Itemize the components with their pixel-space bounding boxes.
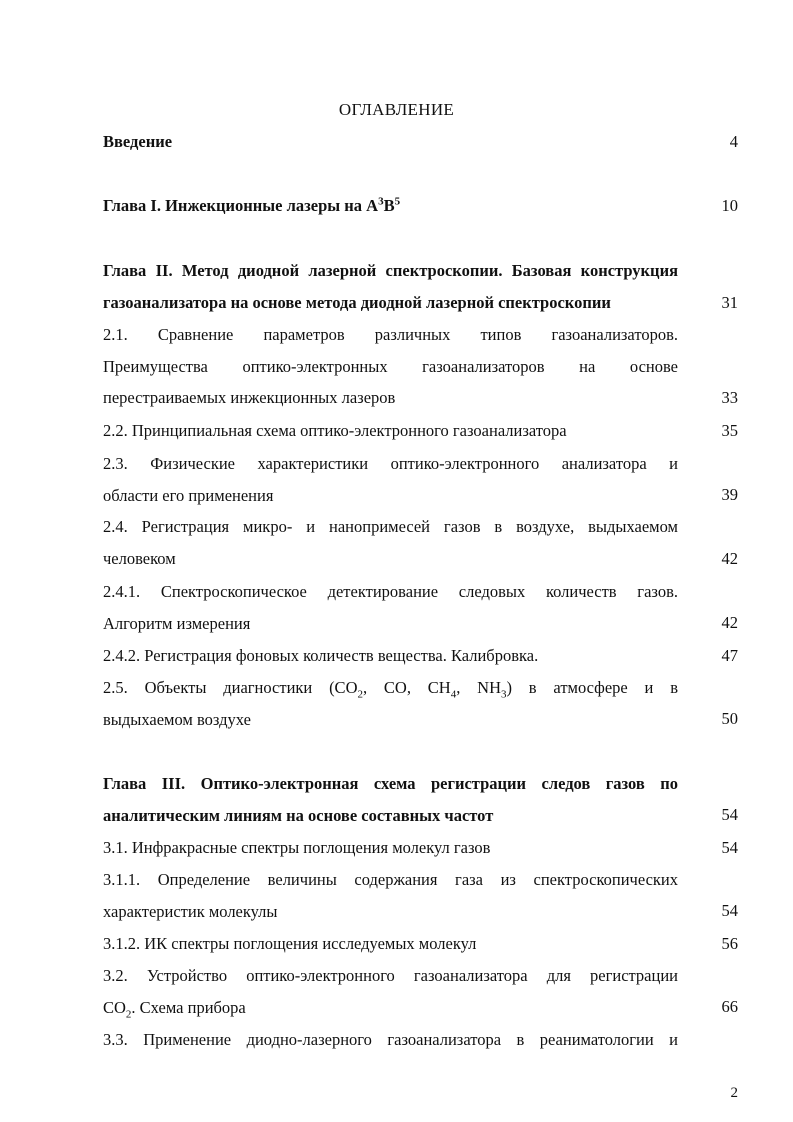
toc-entry-text: Глава III. Оптико-электронная схема регистрации следов газов по [103, 774, 678, 793]
toc-entry-2-4 [103, 511, 678, 574]
toc-page-number: 47 [721, 646, 738, 665]
toc-entry-2-2 [103, 415, 678, 447]
toc-entry-text: 3.1.1. Определение величины содержания газа из спектроскопических [103, 870, 678, 889]
toc-entry-text: 3.1.2. ИК спектры поглощения исследуемых молекул [103, 934, 477, 953]
toc-entry-text: области его применения [103, 485, 274, 505]
toc-entry-2-1 [103, 319, 678, 414]
toc-entry-text: 2.4. Регистрация микро- и нанопримесей газов в воздухе, выдыхаемом [103, 517, 678, 536]
toc-entry-text: 2.4.2. Регистрация фоновых количеств вещества. Калибровка. [103, 646, 539, 665]
toc-entry-text: перестраиваемых инжекционных лазеров [103, 388, 396, 407]
toc-entry-text: Преимущества оптико-электронных газоанализаторов на основе [103, 356, 678, 376]
toc-entry-2-3 [103, 448, 678, 511]
toc-entry-2-4-1 [103, 576, 678, 639]
toc-entry-text: 2.5. Объекты диагностики ($CO_2$, CO, $CH_4$, $NH_3$) в атмосфере и в [103, 678, 678, 701]
toc-page-number: 66 [721, 997, 738, 1016]
footer-page-number: 2 [730, 1085, 738, 1101]
toc-entry-text: 3.2. Устройство оптико-электронного газоанализатора для регистрации [103, 966, 678, 985]
toc-entry-chapter-2 [103, 255, 678, 318]
toc-entry-text: 2.2. Принципиальная схема оптико-электронного газоанализатора [103, 421, 567, 440]
toc-entry-text: 3.3. Применение диодно-лазерного газоанализатора в реаниматологии и [103, 1030, 678, 1049]
toc-entry-text: Введение [103, 132, 173, 151]
toc-entry-3-1 [103, 832, 678, 864]
toc-page-number: 4 [729, 132, 738, 151]
toc-entry-3-1-1 [103, 864, 678, 927]
toc-entry-2-5 [103, 672, 678, 735]
toc-entry-text: $CO_2$. Схема прибора [103, 997, 246, 1020]
toc-page-number: 42 [721, 549, 738, 568]
toc-page-number: 31 [721, 293, 738, 312]
toc-entry-3-1-2 [103, 928, 678, 960]
toc-entry-text: характеристик молекулы [103, 901, 278, 921]
toc-page-number: 10 [721, 196, 738, 215]
toc-entry-text: газоанализатора на основе метода диодной лазерной спектроскопии [103, 292, 611, 312]
toc-entry-text: Глава II. Метод диодной лазерной спектроскопии. Базовая конструкция [103, 261, 678, 280]
toc-entry-2-4-2 [103, 640, 678, 672]
toc-page-number: 42 [721, 613, 738, 632]
toc-entry-text: Глава I. Инжекционные лазеры на $A^3B^5$ [103, 195, 401, 215]
toc-page-number: 35 [721, 421, 738, 440]
toc-entry-chapter-1 [103, 190, 678, 222]
toc-page-number: 50 [721, 709, 738, 728]
toc-page-number: 56 [721, 934, 738, 953]
toc-entry-text: 2.3. Физические характеристики оптико-электронного анализатора и [103, 454, 678, 473]
toc-entry-3-2 [103, 960, 678, 1023]
toc-entry-intro [103, 126, 678, 158]
toc-entry-text: выдыхаемом воздухе [103, 709, 251, 729]
toc-entry-chapter-3 [103, 768, 678, 831]
toc-entry-text: 3.1. Инфракрасные спектры поглощения молекул газов [103, 838, 491, 857]
toc-entry-3-3 [103, 1024, 678, 1056]
toc-page-number: 54 [721, 805, 738, 824]
toc-entry-text: 2.4.1. Спектроскопическое детектирование следовых количеств газов. [103, 582, 678, 601]
toc-page-number: 54 [721, 838, 738, 857]
toc-page-number: 39 [721, 485, 738, 504]
toc-entry-text: аналитическим линиям на основе составных частот [103, 805, 494, 825]
toc-page-number: 54 [721, 901, 738, 920]
toc-entry-text: 2.1. Сравнение параметров различных типов газоанализаторов. [103, 325, 678, 344]
toc-entry-text: Алгоритм измерения [103, 613, 251, 633]
toc-entry-text: человеком [103, 548, 176, 568]
toc-title: ОГЛАВЛЕНИЕ [338, 100, 455, 119]
toc-page-number: 33 [721, 388, 738, 407]
